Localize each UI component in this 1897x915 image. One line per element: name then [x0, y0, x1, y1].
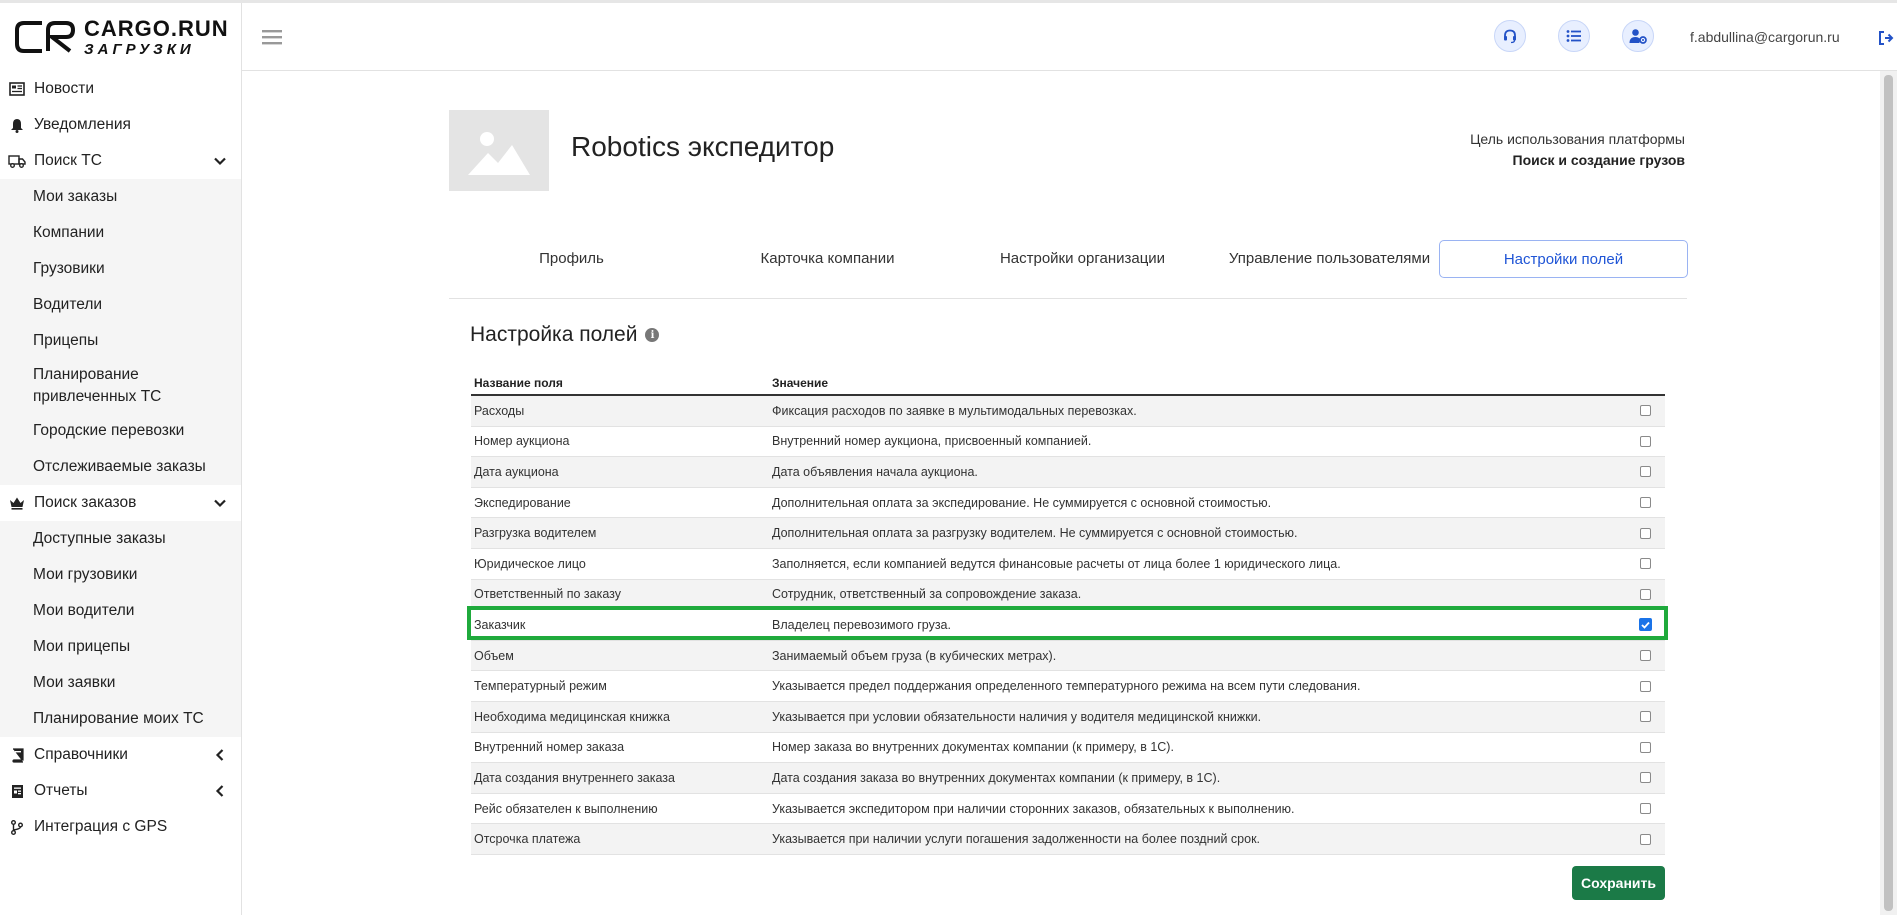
field-description: Дополнительная оплата за разгрузку водителем. Не суммируется с основной стоимостью.: [772, 526, 1298, 541]
chevron-down-icon[interactable]: [213, 496, 227, 510]
table-row: [471, 794, 1665, 825]
field-name: Юридическое лицо: [474, 556, 586, 571]
sidebar-item-label: Мои заказы: [33, 188, 118, 205]
field-enabled-checkbox[interactable]: [1640, 772, 1651, 783]
field-name: Отсрочка платежа: [474, 832, 581, 847]
chevron-left-icon[interactable]: [213, 748, 227, 762]
sidebar-nav: [0, 71, 241, 845]
crown-icon: [8, 494, 26, 512]
sidebar-item-label: Мои прицепы: [33, 638, 131, 655]
sidebar-item-planning-my[interactable]: [0, 701, 241, 737]
field-description: Дата создания заказа во внутренних документах компании (к примеру, в 1С).: [772, 770, 1221, 785]
table-row: [471, 518, 1665, 549]
sidebar-item-label: Поиск заказов: [34, 494, 137, 511]
field-enabled-checkbox[interactable]: [1640, 405, 1651, 416]
field-description: Фиксация расходов по заявке в мультимодальных перевозках.: [772, 403, 1137, 418]
user-email[interactable]: f.abdullina@cargorun.ru: [1690, 29, 1840, 45]
logout-icon[interactable]: [1878, 30, 1894, 46]
sidebar-item-reports[interactable]: [0, 773, 241, 809]
field-settings-table: [471, 368, 1665, 855]
field-name: Ответственный по заказу: [474, 587, 622, 602]
headset-icon: [1502, 28, 1518, 44]
field-enabled-checkbox[interactable]: [1640, 558, 1651, 569]
tab-company-card[interactable]: Карточка компании: [760, 250, 895, 267]
sidebar-item-label: Грузовики: [33, 260, 105, 277]
field-name: Разгрузка водителем: [474, 526, 597, 541]
field-name: Объем: [474, 648, 514, 663]
chevron-left-icon[interactable]: [213, 784, 227, 798]
sidebar-item-label: Мои водители: [33, 602, 135, 619]
sidebar-item-companies[interactable]: [0, 215, 241, 251]
sidebar-item-my-trailers[interactable]: [0, 629, 241, 665]
company-name: Robotics экспедитор: [571, 131, 835, 162]
field-description: Указывается предел поддержания определенного температурного режима на всем пути следования.: [772, 679, 1361, 694]
task-list-button[interactable]: [1558, 20, 1590, 52]
sidebar-item-label: Прицепы: [33, 332, 99, 349]
field-description: Указывается при наличии услуги погашения задолженности на более поздний срок.: [772, 832, 1261, 847]
sidebar-submenu-vehicles: [0, 179, 241, 485]
table-row: [471, 396, 1665, 427]
field-name: Температурный режим: [474, 679, 607, 694]
field-enabled-checkbox[interactable]: [1640, 834, 1651, 845]
user-settings-button[interactable]: [1622, 20, 1654, 52]
bell-icon: [8, 116, 26, 134]
field-name: Дата создания внутреннего заказа: [474, 770, 675, 785]
logo-title: CARGO.RUN: [84, 15, 229, 41]
field-description: Владелец перевозимого груза.: [772, 617, 951, 632]
sidebar-item-search-orders[interactable]: [0, 485, 241, 521]
list-icon: [1566, 29, 1582, 43]
field-enabled-checkbox[interactable]: [1640, 742, 1651, 753]
branch-icon: [8, 818, 26, 836]
sidebar-item-planning-hired[interactable]: [0, 359, 241, 413]
table-row: [471, 610, 1665, 641]
sidebar-item-label: Отслеживаемые заказы: [33, 458, 206, 475]
sidebar-item-drivers[interactable]: [0, 287, 241, 323]
tab-profile[interactable]: Профиль: [539, 250, 604, 267]
field-enabled-checkbox[interactable]: [1640, 650, 1651, 661]
sidebar-item-my-drivers[interactable]: [0, 593, 241, 629]
table-row: [471, 457, 1665, 488]
hamburger-menu-icon[interactable]: [262, 29, 282, 45]
sidebar: [0, 3, 242, 915]
table-row: [471, 733, 1665, 764]
image-placeholder-icon: [466, 125, 532, 177]
save-button[interactable]: Сохранить: [1572, 866, 1665, 900]
field-name: Необходима медицинская книжка: [474, 709, 670, 724]
sidebar-item-news[interactable]: [0, 71, 241, 107]
field-description: Заполняется, если компанией ведутся финансовые расчеты от лица более 1 юридического лица.: [772, 556, 1341, 571]
sidebar-item-label: Городские перевозки: [33, 422, 185, 439]
table-row: [471, 488, 1665, 519]
report-icon: [8, 782, 26, 800]
logo-subtitle: ЗАГРУЗКИ: [84, 40, 195, 58]
page-scrollbar[interactable]: [1880, 71, 1897, 915]
sidebar-item-label: Водители: [33, 296, 103, 313]
sidebar-item-gps[interactable]: [0, 809, 241, 845]
field-name: Номер аукциона: [474, 434, 570, 449]
field-description: Внутренний номер аукциона, присвоенный компанией.: [772, 434, 1092, 449]
sidebar-submenu-orders: [0, 521, 241, 737]
scrollbar-thumb[interactable]: [1884, 75, 1893, 911]
tab-organization-settings[interactable]: Настройки организации: [999, 250, 1166, 267]
sidebar-item-label: Мои грузовики: [33, 566, 138, 583]
table-row: [471, 427, 1665, 458]
table-header: [471, 368, 1665, 396]
field-enabled-checkbox[interactable]: [1640, 466, 1651, 477]
tab-user-management[interactable]: Управление пользователями: [1228, 250, 1431, 267]
field-enabled-checkbox[interactable]: [1640, 497, 1651, 508]
sidebar-item-label: Планирование моих ТС: [33, 710, 204, 727]
platform-purpose-value: Поиск и создание грузов: [1512, 152, 1685, 168]
sidebar-item-my-orders[interactable]: [0, 179, 241, 215]
field-name: Рейс обязателен к выполнению: [474, 801, 658, 816]
sidebar-item-label: Уведомления: [34, 116, 131, 133]
support-button[interactable]: [1494, 20, 1526, 52]
info-icon[interactable]: i: [645, 328, 659, 342]
field-name: Экспедирование: [474, 495, 571, 510]
sidebar-item-notifications[interactable]: [0, 107, 241, 143]
sidebar-item-references[interactable]: [0, 737, 241, 773]
table-row: [471, 549, 1665, 580]
field-name: Расходы: [474, 403, 525, 418]
newspaper-icon: [8, 80, 26, 98]
sidebar-item-available-orders[interactable]: [0, 521, 241, 557]
field-enabled-checkbox[interactable]: [1640, 528, 1651, 539]
sidebar-item-label: Мои заявки: [33, 674, 116, 691]
sidebar-item-search-vehicles[interactable]: [0, 143, 241, 179]
field-enabled-checkbox[interactable]: [1640, 803, 1651, 814]
settings-tabs: [449, 239, 1687, 299]
table-row: [471, 580, 1665, 611]
user-settings-icon: [1629, 28, 1647, 44]
top-header: [242, 3, 1897, 71]
truck-icon: [8, 152, 26, 170]
sidebar-item-my-requests[interactable]: [0, 665, 241, 701]
section-title: [470, 323, 659, 347]
platform-purpose-label: Цель использования платформы: [1470, 131, 1685, 147]
field-description: Занимаемый объем груза (в кубических метрах).: [772, 648, 1057, 663]
sidebar-item-label: Интеграция с GPS: [34, 818, 168, 835]
column-header-name: Название поля: [474, 376, 563, 390]
cargorun-logo-icon: [14, 17, 76, 57]
table-row: [471, 671, 1665, 702]
sidebar-item-label: Поиск ТС: [34, 152, 102, 169]
field-name: Внутренний номер заказа: [474, 740, 625, 755]
field-name: Дата аукциона: [474, 464, 559, 479]
field-enabled-checkbox[interactable]: [1640, 711, 1651, 722]
table-row: [471, 763, 1665, 794]
field-description: Указывается экспедитором при наличии сторонних заказов, обязательных к выполнению.: [772, 801, 1295, 816]
logo[interactable]: [0, 3, 241, 71]
sidebar-item-city-transport[interactable]: [0, 413, 241, 449]
company-avatar: [449, 110, 549, 191]
field-description: Дата объявления начала аукциона.: [772, 464, 978, 479]
book-icon: [8, 746, 26, 764]
tab-field-settings[interactable]: Настройки полей: [1439, 240, 1688, 278]
field-name: Заказчик: [474, 617, 526, 632]
sidebar-item-label: Доступные заказы: [33, 530, 166, 547]
sidebar-item-label: Компании: [33, 224, 105, 241]
section-title-text: Настройка полей: [470, 323, 638, 346]
sidebar-item-tracked-orders[interactable]: [0, 449, 241, 485]
field-description: Сотрудник, ответственный за сопровождение заказа.: [772, 587, 1082, 602]
sidebar-item-label: Отчеты: [34, 782, 88, 799]
chevron-down-icon[interactable]: [213, 154, 227, 168]
field-enabled-checkbox[interactable]: [1640, 681, 1651, 692]
sidebar-item-label: Новости: [34, 80, 95, 97]
sidebar-item-label: Справочники: [34, 746, 128, 763]
field-enabled-checkbox[interactable]: [1640, 589, 1651, 600]
table-body: [471, 396, 1665, 855]
field-description: Указывается при условии обязательности наличия у водителя медицинской книжки.: [772, 709, 1262, 724]
sidebar-item-trucks[interactable]: [0, 251, 241, 287]
sidebar-item-label: Планирование привлеченных ТС: [33, 366, 162, 405]
sidebar-item-trailers[interactable]: [0, 323, 241, 359]
sidebar-item-my-trucks[interactable]: [0, 557, 241, 593]
field-enabled-checkbox[interactable]: [1640, 436, 1651, 447]
table-row: [471, 641, 1665, 672]
field-enabled-checkbox[interactable]: [1639, 618, 1652, 631]
table-row: [471, 824, 1665, 855]
field-description: Номер заказа во внутренних документах компании (к примеру, в 1С).: [772, 740, 1174, 755]
checkmark-icon: [1641, 621, 1650, 629]
field-description: Дополнительная оплата за экспедирование. Не суммируется с основной стоимостью.: [772, 495, 1272, 510]
table-row: [471, 702, 1665, 733]
column-header-value: Значение: [772, 376, 829, 390]
